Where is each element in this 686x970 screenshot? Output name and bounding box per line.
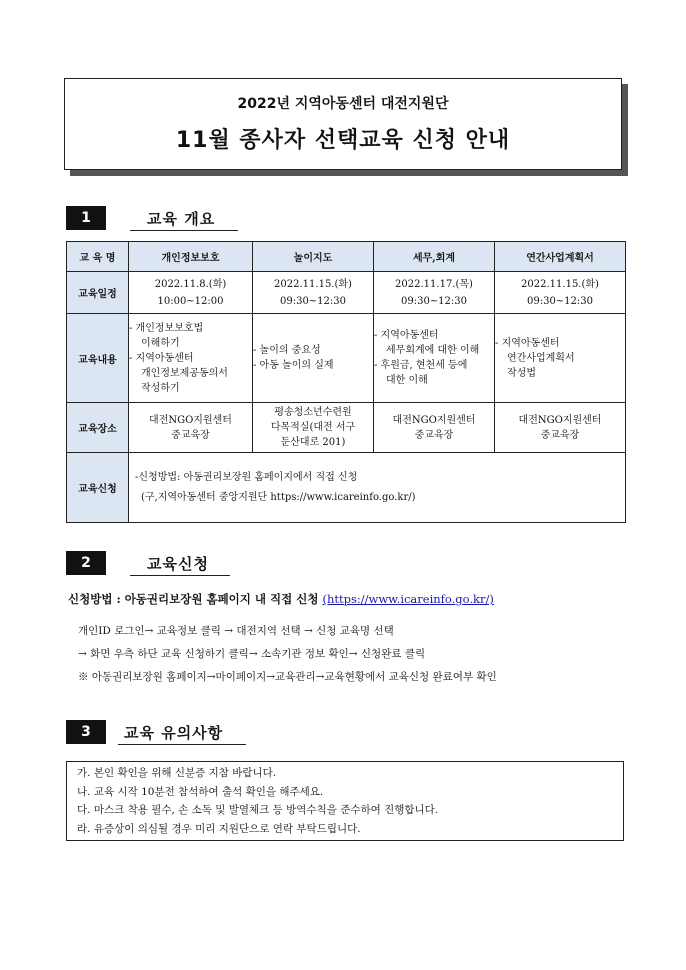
time-text: 09:30~12:30 bbox=[279, 295, 346, 307]
section-3-header bbox=[66, 720, 106, 744]
notes-box bbox=[66, 761, 624, 841]
place-line: 중교육장 bbox=[414, 429, 454, 441]
column-header: 개인정보보호 bbox=[129, 242, 253, 272]
section-1-header bbox=[66, 206, 106, 230]
date-text: 2022.11.15.(화) bbox=[521, 278, 599, 290]
content-line: 이해하기 bbox=[141, 337, 180, 349]
content-line: - 지역아동센터 bbox=[495, 337, 560, 349]
place-line: 대전NGO지원센터 bbox=[149, 414, 232, 426]
main-title: 11월 종사자 선택교육 신청 안내 bbox=[175, 128, 511, 153]
content-line: - 개인정보보호법 bbox=[129, 322, 204, 334]
table-header-row bbox=[67, 242, 626, 272]
content-line: - 후원금, 현천세 등에 bbox=[374, 360, 468, 371]
table-row-apply bbox=[67, 453, 626, 523]
section-title: 교육 유의사항 bbox=[124, 724, 224, 742]
apply-method bbox=[68, 591, 494, 607]
column-header: 놀이지도 bbox=[253, 242, 374, 272]
place-line: 평송청소년수련원 bbox=[274, 407, 352, 418]
column-header: 세무,회계 bbox=[374, 242, 495, 272]
time-text: 10:00~12:00 bbox=[157, 295, 224, 307]
section-number: 3 bbox=[66, 720, 106, 744]
date-text: 2022.11.15.(화) bbox=[274, 278, 352, 290]
place-line: 둔산대로 201) bbox=[280, 437, 346, 448]
apply-step: 개인ID 로그인→ 교육정보 클릭 → 대전지역 선택 → 신청 교육명 선택 bbox=[78, 625, 394, 637]
row-header: 교육장소 bbox=[67, 403, 129, 453]
content-line: 세무회계에 대한 이해 bbox=[386, 345, 480, 356]
schedule-cell bbox=[495, 272, 626, 314]
content-cell bbox=[129, 314, 253, 403]
section-title: 교육신청 bbox=[147, 555, 209, 573]
content-line: 개인정보제공동의서 bbox=[141, 367, 228, 379]
note-line: 라. 유증상이 의심될 경우 미리 지원단으로 연락 부탁드립니다. bbox=[77, 822, 361, 835]
section-title: 교육 개요 bbox=[147, 210, 216, 228]
column-header: 연간사업계획서 bbox=[495, 242, 626, 272]
content-cell bbox=[253, 314, 374, 403]
content-line: 작성법 bbox=[507, 367, 536, 379]
row-header: 교육신청 bbox=[67, 453, 129, 523]
content-cell bbox=[374, 314, 495, 403]
note-line: 다. 마스크 착용 필수, 손 소독 및 발열체크 등 방역수칙을 준수하여 진행합니다. bbox=[77, 804, 439, 816]
section-number: 2 bbox=[66, 551, 106, 575]
time-text: 09:30~12:30 bbox=[526, 295, 593, 307]
section-underline bbox=[118, 744, 246, 745]
note-line: 가. 본인 확인을 위해 신분증 지참 바랍니다. bbox=[77, 767, 277, 779]
apply-step: → 화면 우측 하단 교육 신청하기 클릭→ 소속기관 정보 확인→ 신청완료 클릭 bbox=[78, 648, 426, 660]
schedule-cell bbox=[253, 272, 374, 314]
education-overview-table bbox=[66, 241, 626, 523]
content-line: 작성하기 bbox=[141, 382, 180, 394]
title-box bbox=[64, 78, 622, 170]
content-line: 대한 이해 bbox=[386, 375, 428, 386]
note-line: 나. 교육 시작 10분전 참석하여 출석 확인을 해주세요. bbox=[77, 785, 324, 798]
section-underline bbox=[130, 575, 230, 576]
apply-note: ※ 아동권리보장원 홈페이지→마이페이지→교육관리→교육현황에서 교육신청 완료여부 확인 bbox=[78, 671, 497, 683]
place-line: 대전NGO지원센터 bbox=[518, 414, 602, 426]
apply-line: -신청방법: 아동권리보장원 홈페이지에서 직접 신청 bbox=[135, 471, 358, 483]
schedule-cell bbox=[129, 272, 253, 314]
org-line: 2022년 지역아동센터 대전지원단 bbox=[237, 96, 449, 112]
table-row-schedule bbox=[67, 272, 626, 314]
apply-cell bbox=[129, 453, 626, 523]
place-line: 중교육장 bbox=[540, 429, 580, 441]
table-row-place bbox=[67, 403, 626, 453]
content-line: - 놀이의 중요성 bbox=[253, 345, 321, 356]
content-line: - 아동 놀이의 실제 bbox=[253, 360, 334, 371]
place-cell bbox=[253, 403, 374, 453]
date-text: 2022.11.17.(목) bbox=[395, 278, 473, 290]
section-underline bbox=[130, 230, 238, 231]
place-cell bbox=[374, 403, 495, 453]
apply-method-label: 신청방법 : 아동권리보장원 홈페이지 내 직접 신청 bbox=[68, 592, 319, 606]
section-number: 1 bbox=[66, 206, 106, 230]
apply-link[interactable]: (https://www.icareinfo.go.kr/) bbox=[322, 592, 494, 606]
table-row-content bbox=[67, 314, 626, 403]
time-text: 09:30~12:30 bbox=[400, 295, 467, 307]
content-line: - 지역아동센터 bbox=[129, 352, 194, 364]
content-line: 연간사업계획서 bbox=[507, 352, 575, 364]
place-line: 중교육장 bbox=[171, 429, 210, 441]
place-line: 다목적실(대전 서구 bbox=[270, 422, 356, 433]
content-line: - 지역아동센터 bbox=[374, 330, 439, 341]
schedule-cell bbox=[374, 272, 495, 314]
row-header: 교육일정 bbox=[67, 272, 129, 314]
content-cell bbox=[495, 314, 626, 403]
place-cell bbox=[129, 403, 253, 453]
place-cell bbox=[495, 403, 626, 453]
place-line: 대전NGO지원센터 bbox=[392, 414, 476, 426]
row-header: 교육내용 bbox=[67, 314, 129, 403]
apply-line: (구,지역아동센터 중앙지원단 https://www.icareinfo.go.kr/) bbox=[141, 491, 416, 503]
section-2-header bbox=[66, 551, 106, 575]
date-text: 2022.11.8.(화) bbox=[154, 278, 227, 290]
corner-header: 교 육 명 bbox=[67, 242, 129, 272]
